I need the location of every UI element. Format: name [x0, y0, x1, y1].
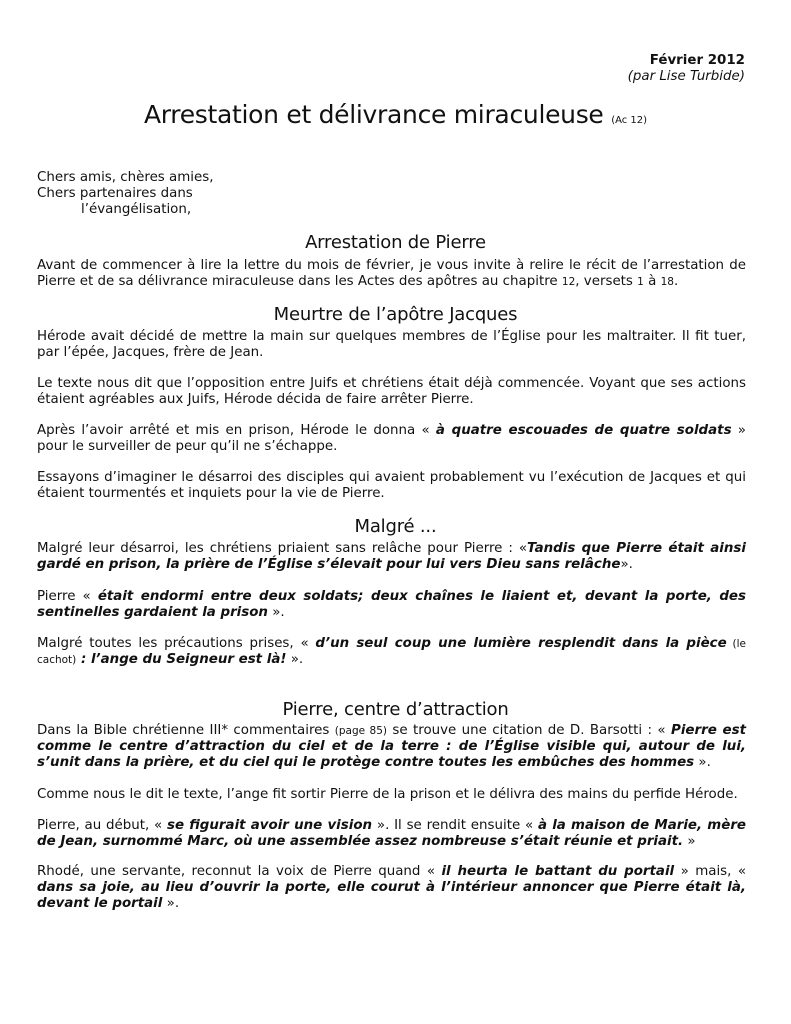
verse-end: 18	[660, 276, 674, 289]
text-run: ».	[286, 652, 304, 668]
paragraph-malgre-1	[37, 541, 746, 573]
quote-text: il heurta le battant du portail	[441, 864, 675, 879]
text-run: Avant de commencer à lire la lettre du mois de février, je vous invite à relire le récit de l’arrestation de Pierre et de sa délivrance miraculeuse dans les Actes des apôtres au chapitre	[37, 258, 746, 290]
text-run: Malgré toutes les précautions prises, «	[37, 636, 316, 651]
date-block	[628, 53, 745, 85]
paragraph-pierre-1	[37, 723, 746, 772]
text-run: ».	[162, 896, 180, 912]
quote-text: : l’ange du Seigneur est là!	[76, 652, 287, 668]
paragraph-pierre-2: Comme nous le dit le texte, l’ange fit sortir Pierre de la prison et le délivra des mains du perfide Hérode.	[37, 787, 738, 802]
greeting-line-2: Chers partenaires dans	[37, 186, 193, 202]
paragraph-meurtre-1: Hérode avait décidé de mettre la main sur quelques membres de l’Église pour les maltraiter. Il fit tuer, par l’épée, Jacques, frère de Jean.	[37, 329, 746, 361]
paragraph-meurtre-4: Essayons d’imaginer le désarroi des disciples qui avaient probablement vu l’exécution de Jacques et qui étaient tourmentés et inquiets pour la vie de Pierre.	[37, 470, 746, 502]
quote-text: était endormi entre deux soldats; deux chaînes le liaient et, devant la porte, des sentinelles gardaient la prison	[37, 589, 746, 621]
quote-text: Pierre est comme le centre d’attraction du ciel et de la terre : de l’Église visible qui, autour de lui, s’unit dans la prière, et du ciel qui le protège contre toutes les embûches des hommes	[37, 723, 747, 771]
greeting-line-1: Chers amis, chères amies,	[37, 170, 214, 185]
quote-text: à quatre escouades de quatre soldats	[435, 423, 732, 438]
quote-text: d’un seul coup une lumière resplendit dans la pièce	[315, 636, 727, 651]
text-run: se trouve une citation de D. Barsotti : «	[387, 723, 671, 738]
text-run: » pour le surveiller de peur qu’il ne s’échappe.	[37, 423, 746, 455]
quote-text: se figurait avoir une vision	[167, 818, 373, 833]
text-run: Rhodé, une servante, reconnut la voix de Pierre quand «	[37, 864, 442, 879]
greeting	[37, 170, 213, 219]
paragraph-pierre-4	[37, 864, 746, 913]
section-heading-pierre-centre: Pierre, centre d’attraction	[282, 699, 509, 720]
text-run: Pierre, au début, «	[37, 818, 168, 833]
greeting-line-3: l’évangélisation,	[81, 202, 192, 218]
paragraph-meurtre-3	[37, 423, 746, 455]
paragraph-malgre-3	[37, 636, 746, 668]
text-run: ».	[694, 755, 711, 771]
text-run: ».	[267, 605, 285, 621]
page-reference: (page 85)	[334, 725, 388, 737]
paragraph-pierre-3	[37, 818, 746, 850]
author-label: (par Lise Turbide)	[627, 69, 745, 84]
text-run: Dans la Bible chrétienne III* commentaires	[37, 723, 335, 738]
paragraph-malgre-2	[37, 589, 746, 621]
text-run: .	[673, 274, 679, 290]
verse-start: 1	[637, 276, 644, 289]
quote-text: Tandis que Pierre était ainsi gardé en prison, la prière de l’Église s’élevait pour lui vers Dieu sans relâche	[37, 541, 746, 573]
text-run: ».	[620, 557, 633, 573]
text-run: Après l’avoir arrêté et mis en prison, Hérode le donna «	[37, 423, 436, 438]
quote-text: dans sa joie, au lieu d’ouvrir la porte, elle courut à l’intérieur annoncer que Pierre était là, devant le portail	[37, 880, 746, 912]
text-run: » mais, «	[674, 864, 747, 879]
section-heading-arrestation: Arrestation de Pierre	[305, 232, 486, 253]
text-run: Pierre «	[37, 589, 98, 604]
section-heading-meurtre: Meurtre de l’apôtre Jacques	[273, 304, 518, 325]
section-heading-malgre: Malgré ...	[354, 516, 437, 537]
quote-text: à la maison de Marie, mère de Jean, surnommé Marc, où une assemblée assez nombreuse s’était réunie et priait.	[37, 818, 747, 850]
chapter-number: 12	[561, 276, 576, 289]
date-label: Février 2012	[649, 53, 745, 68]
paragraph-arrestation	[37, 258, 746, 290]
text-run: ». Il se rendit ensuite «	[372, 818, 538, 833]
text-run: Malgré leur désarroi, les chrétiens priaient sans relâche pour Pierre : «	[37, 541, 528, 556]
paragraph-meurtre-2: Le texte nous dit que l’opposition entre Juifs et chrétiens était déjà commencée. Voyant que ses actions étaient agréables aux Juifs, Hérode décida de faire arrêter Pierre.	[37, 376, 746, 408]
text-run: à	[643, 274, 661, 290]
title-text: Arrestation et délivrance miraculeuse	[143, 100, 604, 129]
text-run: , versets	[575, 274, 638, 290]
text-run: »	[683, 834, 696, 850]
aside-text: (le cachot)	[37, 638, 747, 667]
title-reference: (Ac 12)	[611, 115, 648, 126]
document-title	[0, 98, 791, 138]
